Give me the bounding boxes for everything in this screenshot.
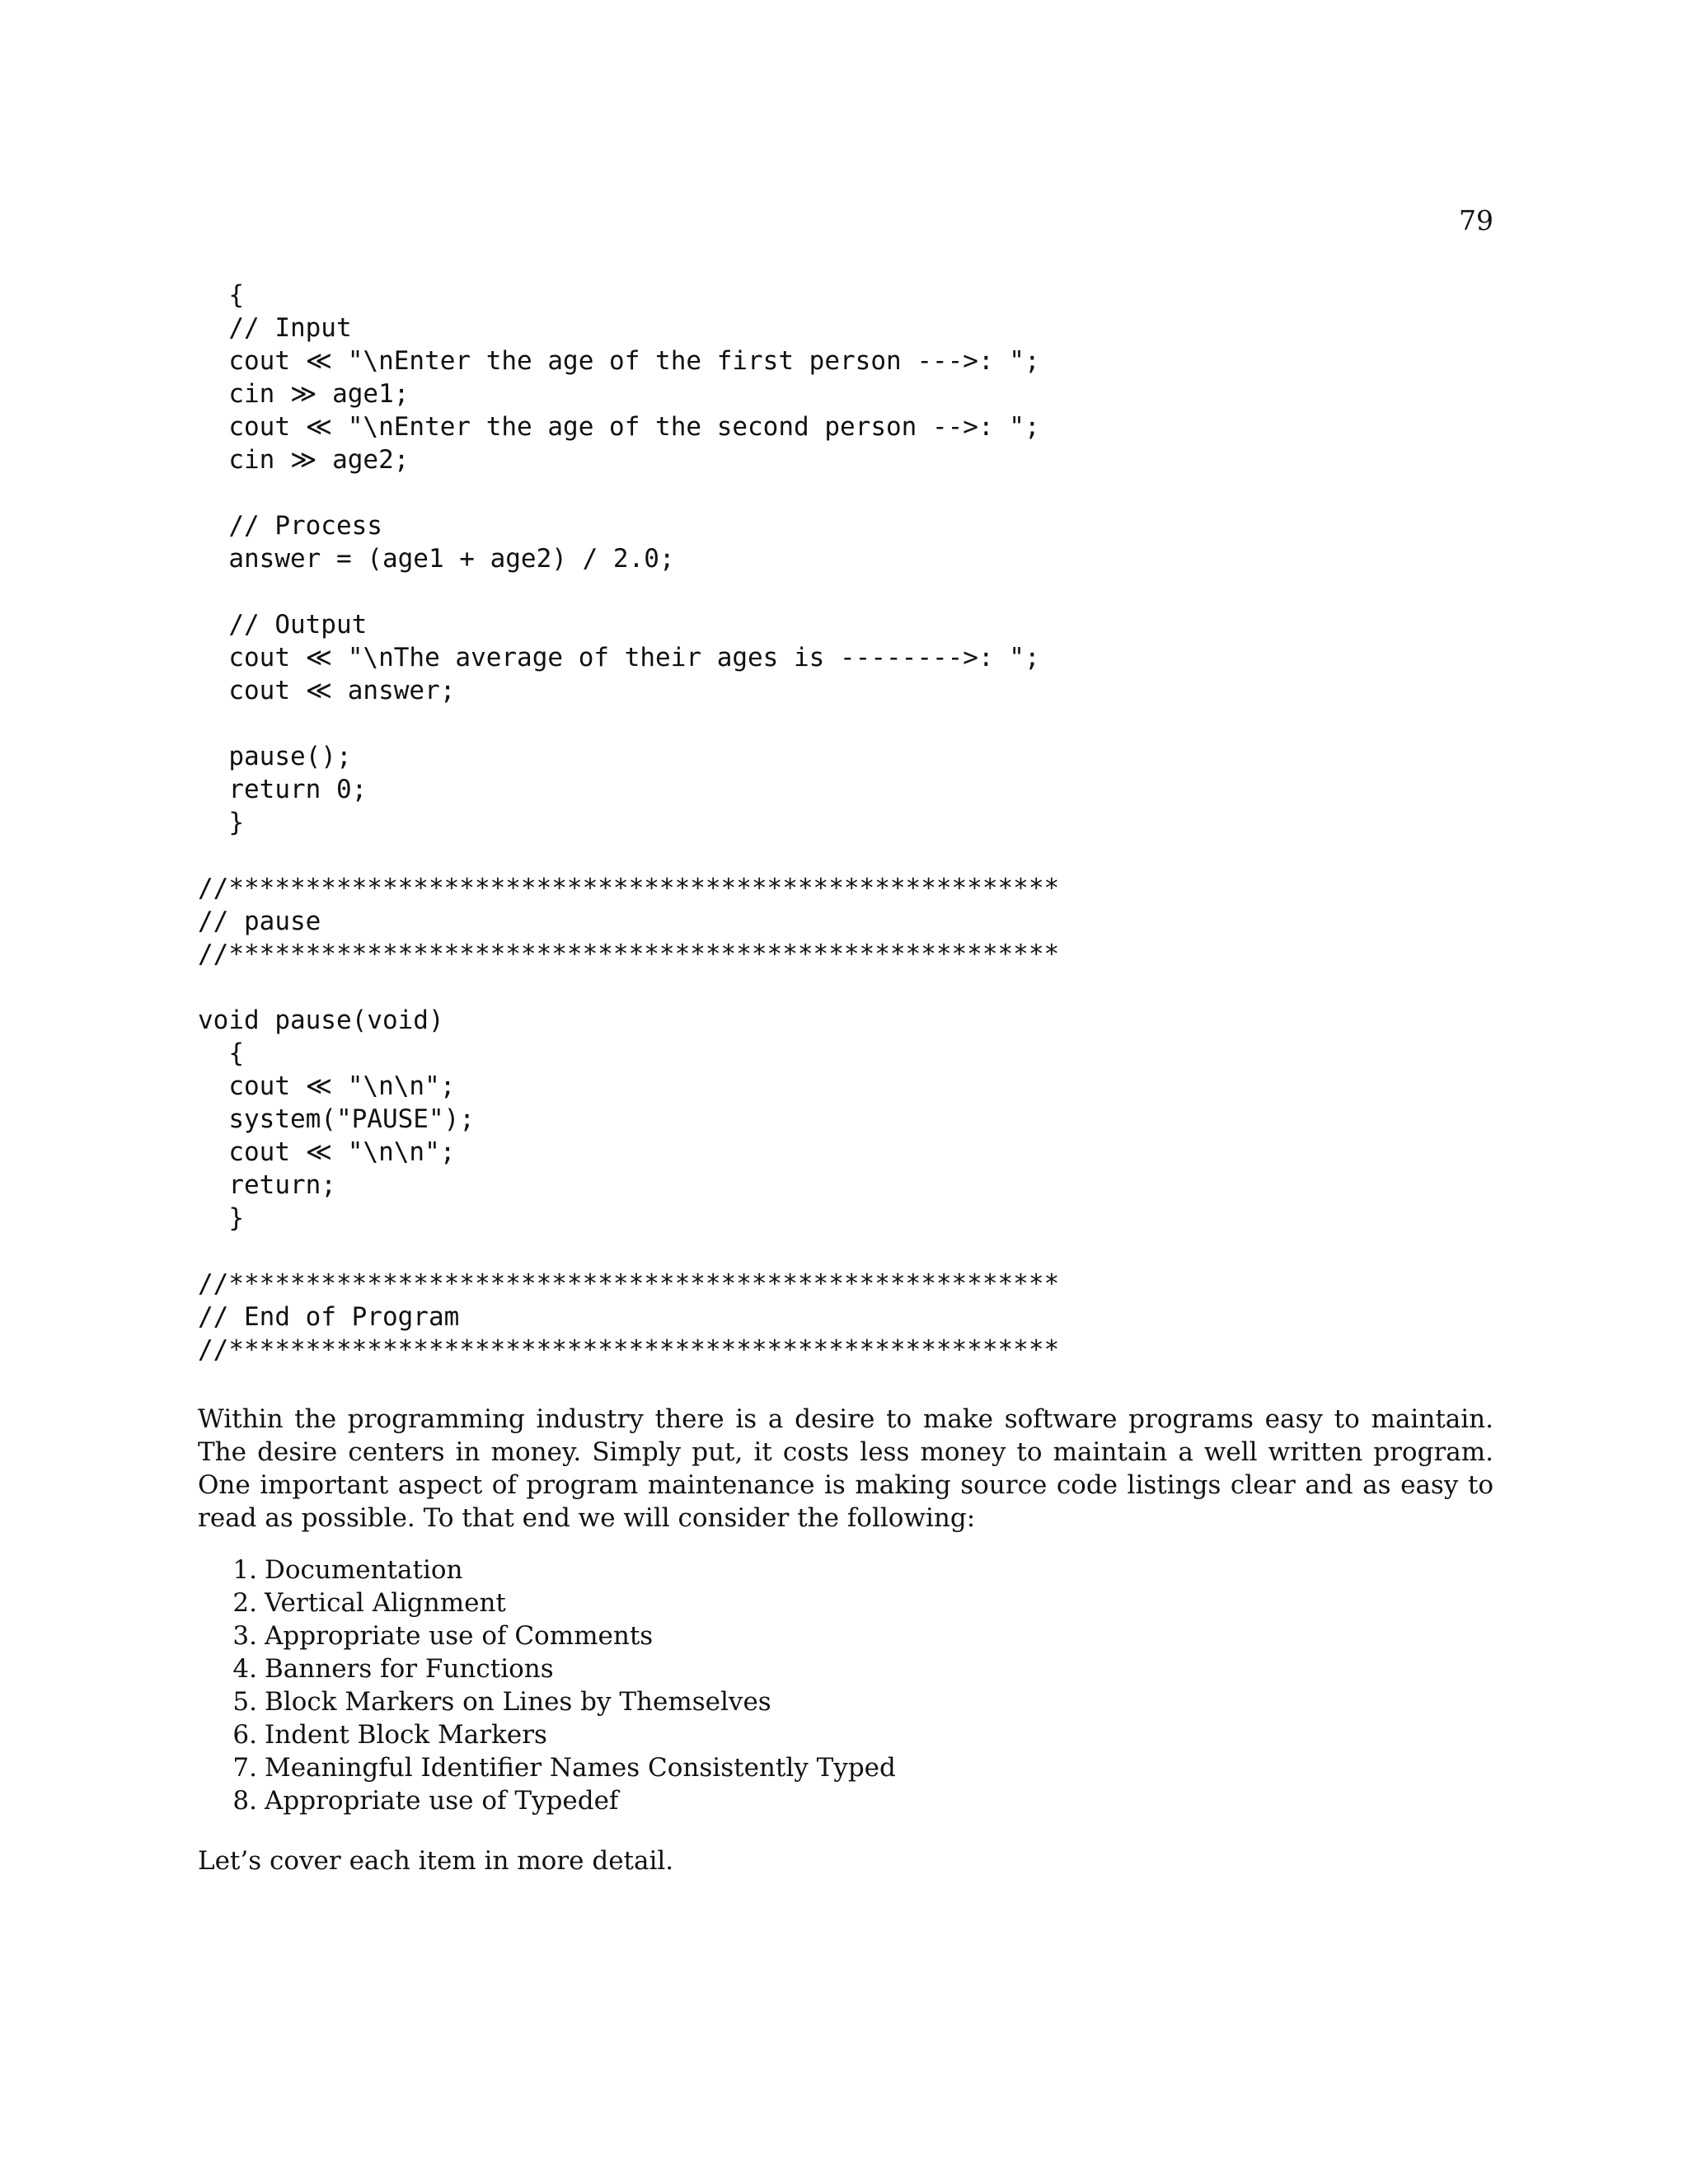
code-line (198, 1235, 1059, 1268)
list-item-number: 1. (232, 1555, 257, 1585)
code-line: // Input (198, 313, 352, 343)
code-line (198, 575, 1059, 608)
code-line: void pause(void) (198, 1005, 444, 1035)
list-item (198, 1619, 1493, 1652)
list-item (198, 1554, 1493, 1586)
code-line (198, 839, 1059, 872)
code-line: cout ≪ "\nEnter the age of the first person --->: "; (198, 346, 1040, 376)
code-line: { (198, 1038, 244, 1068)
list-item-text: Appropriate use of Comments (265, 1621, 654, 1651)
code-line (198, 476, 1059, 509)
code-line (198, 707, 1059, 740)
list-item-number: 6. (232, 1720, 257, 1750)
list-item (198, 1652, 1493, 1685)
code-banner: //****************************************************** (198, 940, 1060, 969)
list-item (198, 1685, 1493, 1718)
code-line: return; (198, 1170, 336, 1200)
code-line: cout ≪ "\nEnter the age of the second person -->: "; (198, 412, 1040, 442)
code-line: } (198, 1203, 244, 1233)
code-comment: // pause (198, 907, 321, 936)
list-item-number: 5. (232, 1687, 257, 1717)
code-comment: // End of Program (198, 1302, 460, 1332)
page-number: 79 (1459, 204, 1493, 237)
code-line: return 0; (198, 775, 368, 804)
code-line: cout ≪ answer; (198, 676, 456, 705)
list-item-text: Appropriate use of Typedef (265, 1786, 619, 1816)
list-item-text: Vertical Alignment (265, 1588, 506, 1618)
code-banner: //****************************************************** (198, 1335, 1060, 1365)
code-line: cout ≪ "\n\n"; (198, 1071, 456, 1101)
list-item (198, 1784, 1493, 1817)
numbered-list (198, 1554, 1493, 1817)
code-line: cin ≫ age2; (198, 445, 410, 475)
list-item-number: 2. (232, 1588, 257, 1618)
code-line (198, 971, 1059, 1004)
list-item-number: 4. (232, 1654, 257, 1684)
code-line: cin ≫ age1; (198, 379, 410, 409)
code-line: { (198, 280, 244, 310)
code-line: // Process (198, 511, 382, 541)
code-line: // Output (198, 610, 368, 640)
code-line: system("PAUSE"); (198, 1104, 475, 1134)
code-line: cout ≪ "\nThe average of their ages is -------->: "; (198, 643, 1040, 673)
list-item-number: 3. (232, 1621, 257, 1651)
list-item-text: Banners for Functions (265, 1654, 554, 1684)
list-item-text: Documentation (265, 1555, 463, 1585)
code-line: answer = (age1 + age2) / 2.0; (198, 544, 675, 574)
code-banner: //****************************************************** (198, 1269, 1060, 1299)
list-item (198, 1586, 1493, 1619)
list-item-text: Indent Block Markers (265, 1720, 547, 1750)
list-item (198, 1718, 1493, 1751)
paragraph: Within the programming industry there is a desire to make software programs easy to maintain. The desire centers in money. Simply put, it costs less money to maintain a well written program. One important aspect of program maintenance is making source code listings clear and as easy to read as possible. To that end we will consider the following: (198, 1404, 1493, 1533)
list-item (198, 1751, 1493, 1784)
code-line: } (198, 808, 244, 837)
list-item-number: 7. (232, 1753, 257, 1783)
code-listing (198, 279, 1059, 1366)
body-text (198, 1403, 1493, 1877)
list-item-text: Block Markers on Lines by Themselves (265, 1687, 771, 1717)
code-banner: //****************************************************** (198, 874, 1060, 903)
closing-sentence: Let’s cover each item in more detail. (198, 1846, 674, 1876)
list-item-text: Meaningful Identifier Names Consistently Typed (265, 1753, 896, 1783)
list-item-number: 8. (232, 1786, 257, 1816)
code-line: cout ≪ "\n\n"; (198, 1137, 456, 1167)
code-line: pause(); (198, 742, 352, 771)
